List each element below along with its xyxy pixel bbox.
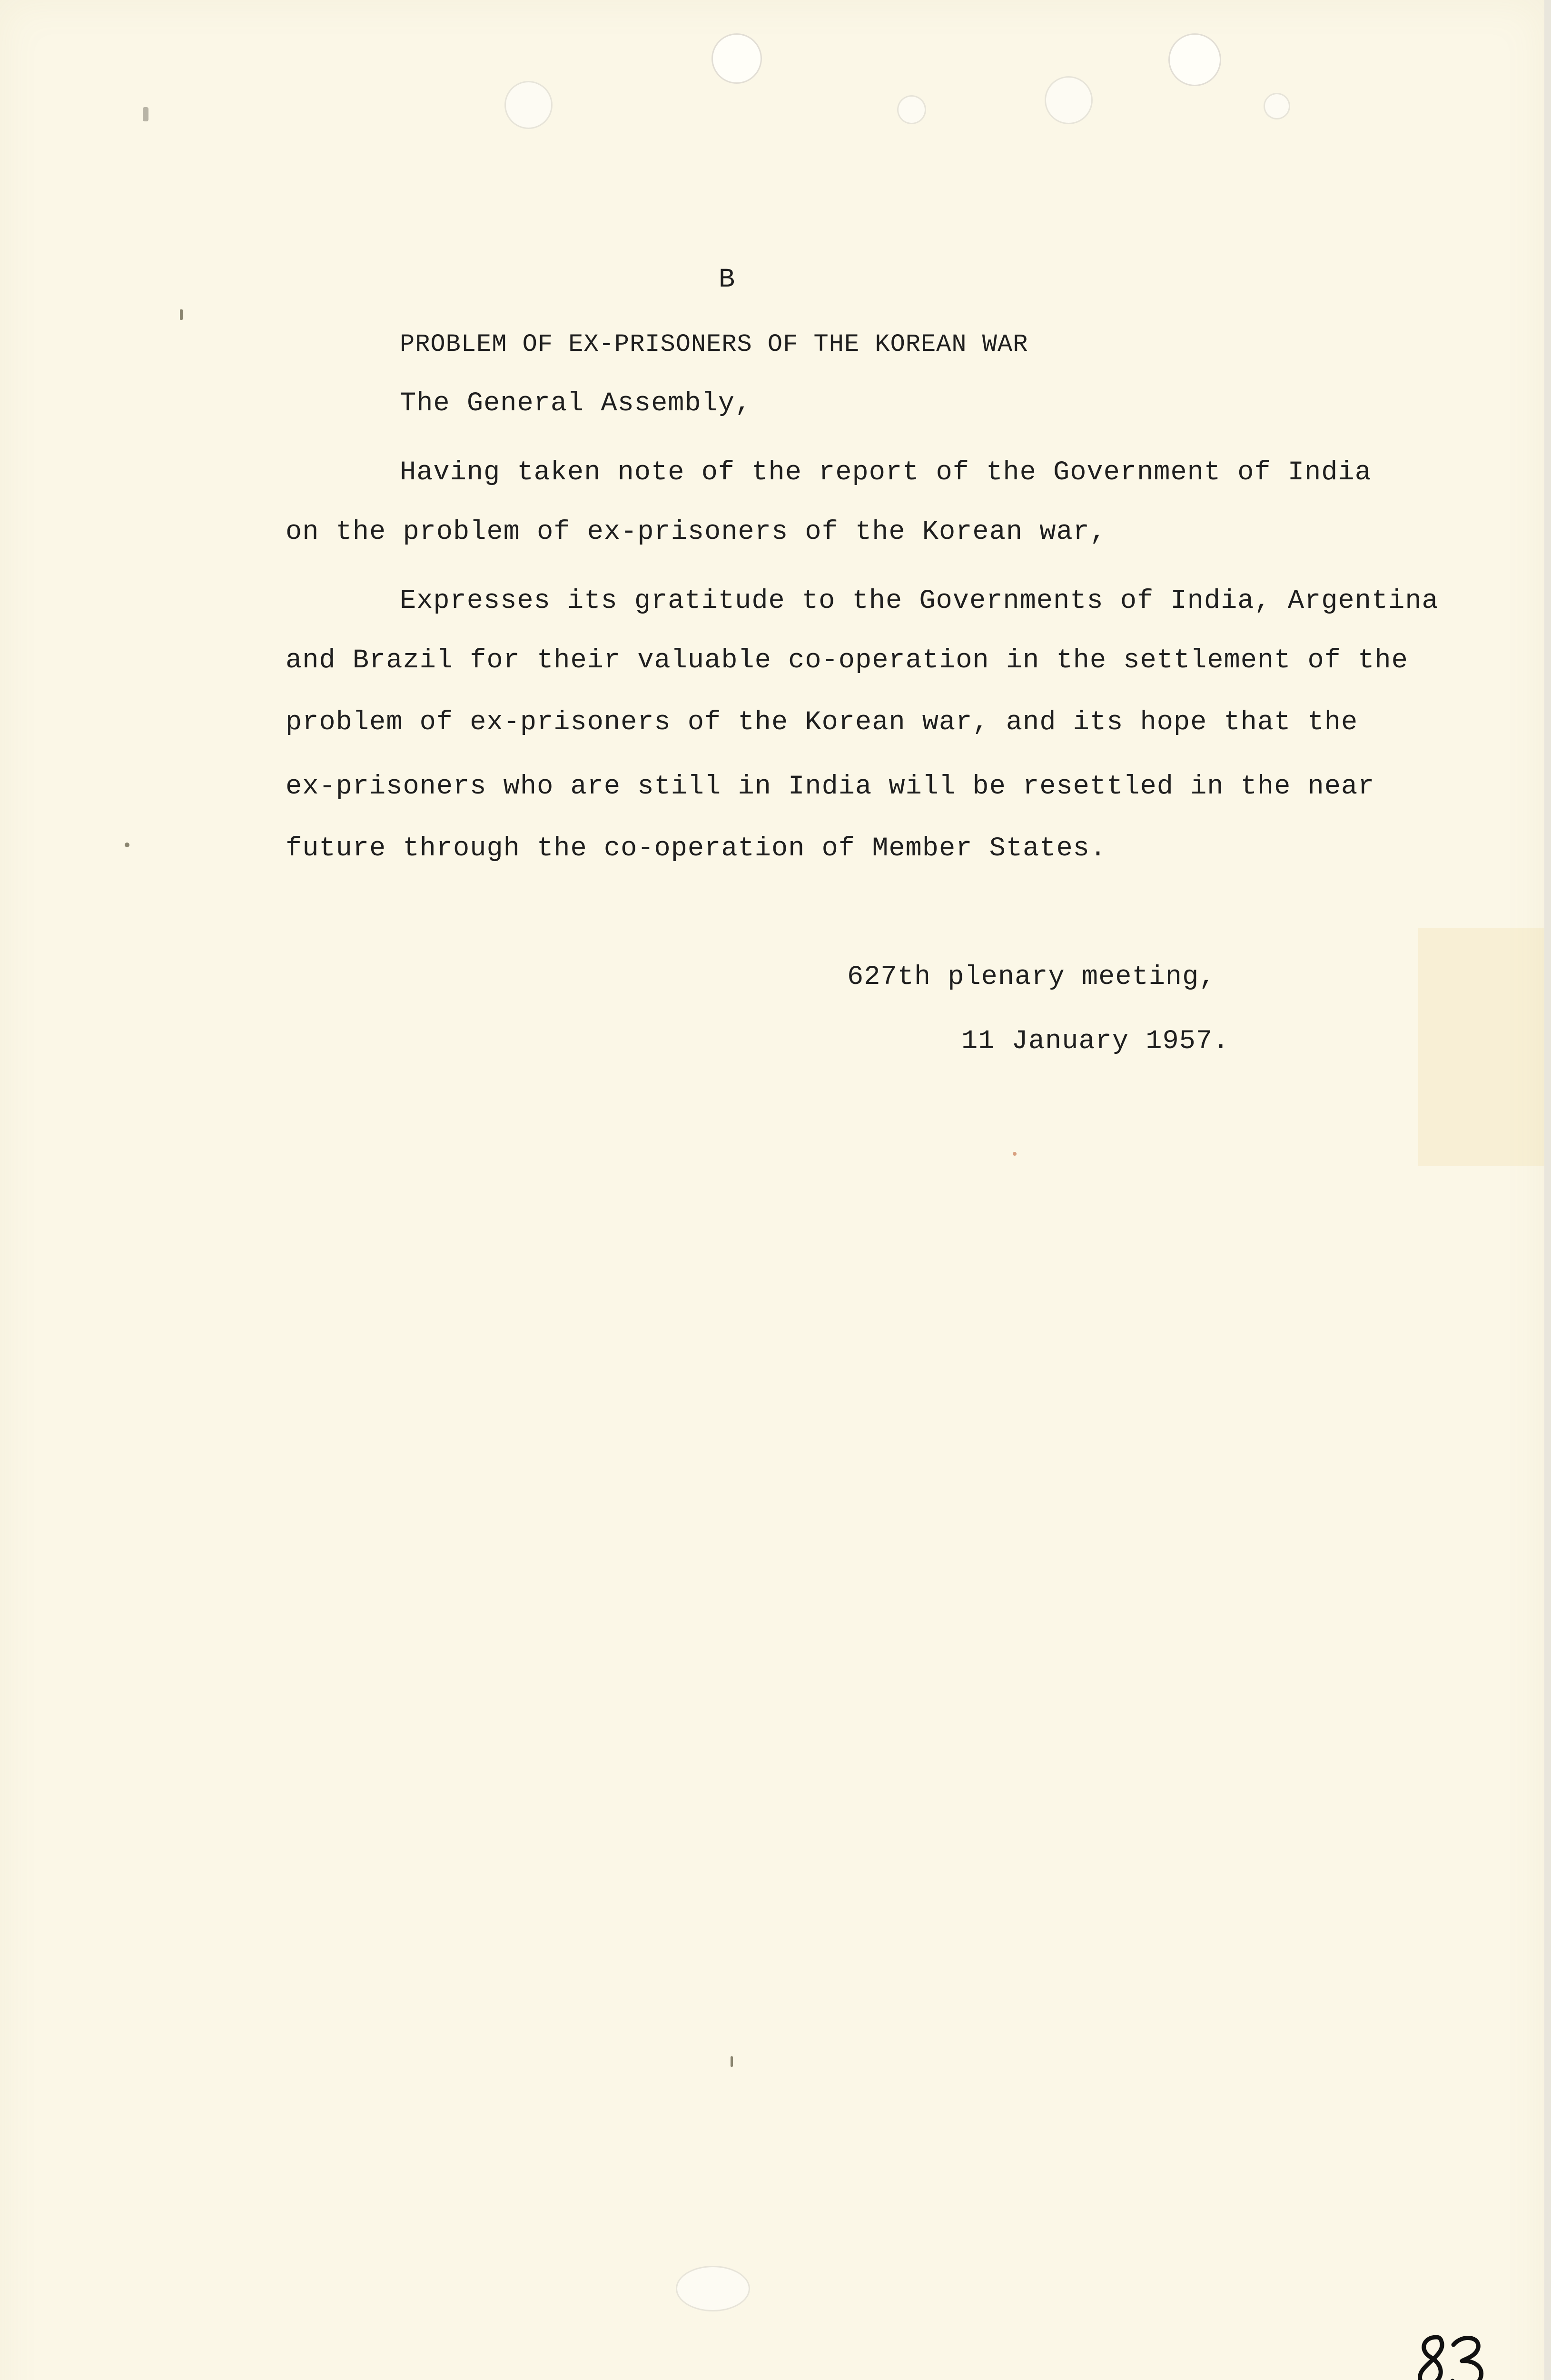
paper-stain [1418,928,1544,1166]
expresses-line-2: and Brazil for their valuable co-operation in the settlement of the [286,645,1408,676]
expresses-line-4: ex-prisoners who are still in India will be resettled in the near [286,772,1375,802]
punch-hole [711,33,762,84]
meeting-line: 627th plenary meeting, [847,962,1216,992]
paper-speck [1013,1152,1017,1156]
punch-hole [1168,33,1221,86]
date-line: 11 January 1957. [961,1026,1230,1057]
section-letter: B [719,265,736,295]
punch-hole [1045,76,1093,124]
having-line-2: on the problem of ex-prisoners of the Korean war, [286,517,1107,547]
folio-digit-8 [1420,2337,1442,2380]
assembly-line: The General Assembly, [400,388,752,419]
folio-digit-3 [1452,2338,1482,2380]
punch-hole [1264,93,1290,119]
punch-hole [504,81,553,129]
punch-hole [676,2266,750,2311]
handwritten-folio-number [1409,2323,1494,2380]
paper-speck [731,2056,733,2067]
resolution-title: PROBLEM OF EX-PRISONERS OF THE KOREAN WAR [400,330,1028,358]
expresses-line-5: future through the co-operation of Member States. [286,833,1107,864]
expresses-line-1: Expresses its gratitude to the Governments of India, Argentina [400,586,1439,616]
punch-hole [897,95,926,124]
paper-speck [125,843,129,847]
paper-speck [143,107,148,121]
paper-speck [180,309,183,320]
expresses-line-3: problem of ex-prisoners of the Korean war, and its hope that the [286,707,1358,738]
having-line-1: Having taken note of the report of the Government of India [400,457,1372,488]
